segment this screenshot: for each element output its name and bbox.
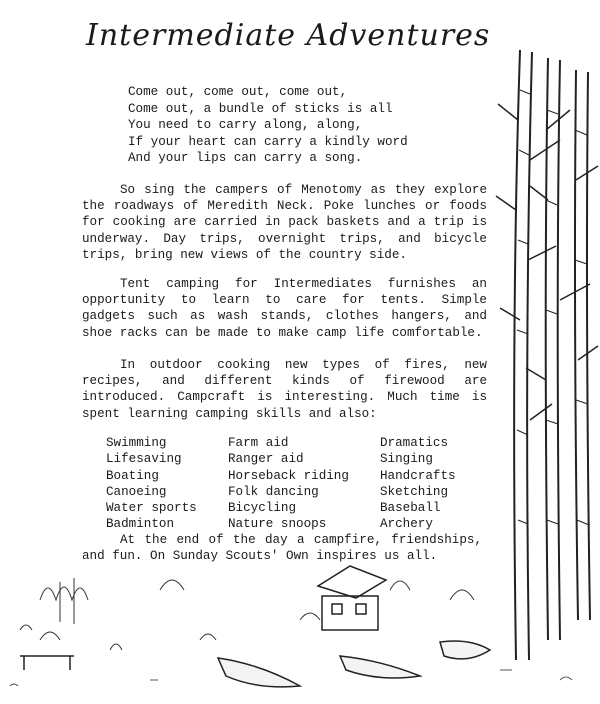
activity-item: Farm aid (228, 436, 289, 450)
cabin-roof (318, 566, 386, 598)
canoe-2 (340, 656, 420, 678)
bench (20, 656, 74, 670)
activity-item: Folk dancing (228, 484, 319, 499)
poem-line: You need to carry along, along, (128, 118, 363, 132)
activity-item: Archery (380, 517, 433, 532)
paragraph-tent-camping: Tent camping for Intermediates furnishes an opportunity to learn to care for tents. Simple gadgets such as wash stands, clothes hangers, and shoe racks can be made to make camp life comfortable. (82, 277, 487, 340)
shoreline-shrubs (20, 578, 474, 650)
activity-item: Lifesaving (106, 452, 182, 467)
activities-column-1 (106, 435, 197, 533)
activity-item: Canoeing (106, 484, 167, 499)
tree-trunk-3b (587, 72, 590, 620)
poem (128, 84, 408, 167)
tree-trunk-1 (514, 50, 520, 660)
canoes (218, 641, 490, 687)
paragraph-outdoor-cooking: In outdoor cooking new types of fires, new recipes, and different kinds of firewood are introduced. Campcraft is interesting. Much time is spent learning camping skills and also: (82, 358, 487, 421)
activity-item: Handcrafts (380, 468, 456, 483)
activity-item: Horseback riding (228, 468, 349, 483)
cabin (318, 566, 386, 630)
cabin-wall (322, 596, 378, 630)
paragraph-closing: At the end of the day a campfire, friendships, and fun. On Sunday Scouts' Own inspires us all. (82, 533, 482, 564)
tree-trunk-3 (575, 70, 578, 620)
activities-column-3 (380, 435, 456, 533)
cabin-window (332, 604, 342, 614)
activity-item: Nature snoops (228, 517, 327, 532)
tree-trunk-2 (546, 58, 548, 640)
tree-trunks (514, 50, 590, 660)
activities-column-2 (228, 435, 349, 533)
activity-item: Swimming (106, 436, 167, 450)
tree-trunk-2b (558, 60, 560, 640)
activity-item: Sketching (380, 484, 449, 499)
activity-item: Badminton (106, 517, 175, 532)
poem-line: Come out, come out, come out, (128, 85, 348, 99)
paragraph-intro: So sing the campers of Menotomy as they explore the roadways of Meredith Neck. Poke lunches or foods for cooking are carried in pack baskets and a trip is underway. Day trips, overnight trips, and bicycle trips, bring new views of the country side. (82, 183, 487, 262)
activity-item: Singing (380, 452, 433, 467)
activity-item: Water sports (106, 501, 197, 516)
canoe-1 (218, 658, 300, 687)
page-title: Intermediate Adventures (86, 18, 491, 53)
poem-line: And your lips can carry a song. (128, 151, 363, 165)
canoe-3 (440, 641, 490, 659)
activity-item: Ranger aid (228, 452, 304, 467)
cabin-window-2 (356, 604, 366, 614)
activity-item: Boating (106, 468, 159, 483)
activity-item: Dramatics (380, 436, 449, 450)
activity-item: Baseball (380, 501, 441, 516)
tree-trunk-1b (527, 52, 532, 660)
activity-item: Bicycling (228, 501, 297, 516)
poem-line: If your heart can carry a kindly word (128, 134, 408, 149)
poem-line: Come out, a bundle of sticks is all (128, 101, 393, 116)
